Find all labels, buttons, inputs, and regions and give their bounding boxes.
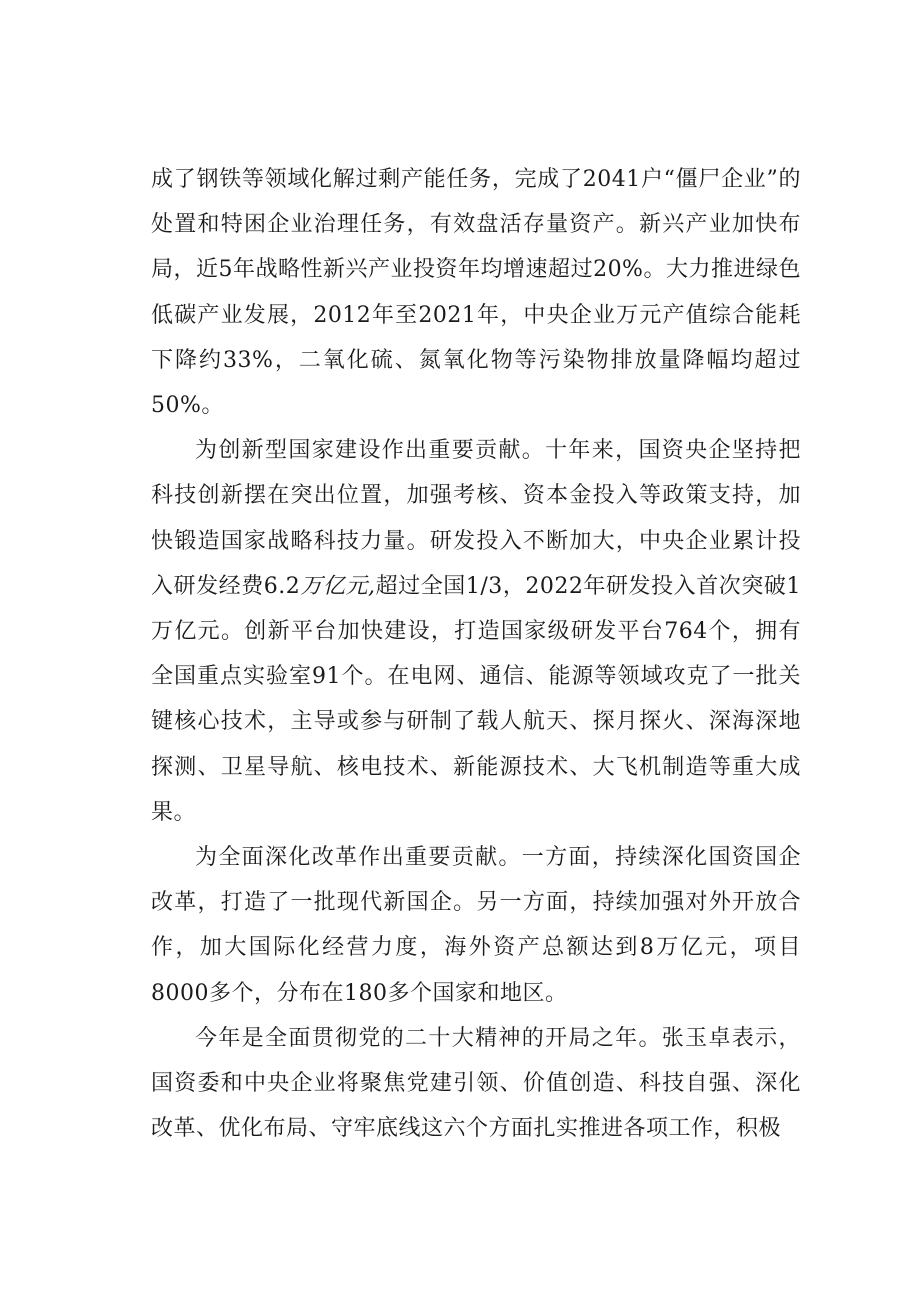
paragraph-outlook [151,1016,801,1152]
paragraph-reform [151,835,801,1016]
paragraph-overcapacity [151,157,801,428]
paragraph-text-italic: 万亿元, [300,573,376,599]
paragraph-text: 为全面深化改革作出重要贡献。一方面，持续深化国资国企改革，打造了一批现代新国企。另一方面，持续加强对外开放合作，加大国际化经营力度，海外资产总额达到8万亿元，项目8000多个，分布在180多个国家和地区。 [151,845,801,1006]
paragraph-text: 今年是全面贯彻党的二十大精神的开局之年。张玉卓表示，国资委和中央企业将聚焦党建引领、价值创造、科技自强、深化改革、优化布局、守牢底线这六个方面扎实推进各项工作，积极 [151,1025,801,1142]
paragraph-text: 超过全国1/3，2022年研发投入首次突破1万亿元。创新平台加快建设，打造国家级研发平台764个，拥有全国重点实验室91个。在电网、通信、能源等领域攻克了一批关键核心技术，主导或参与研制了载人航天、探月探火、深海深地探测、卫星导航、核电技术、新能源技术、大飞机制造等重大成果。 [151,573,801,825]
body-text [151,157,801,1151]
paragraph-text: 成了钢铁等领域化解过剩产能任务，完成了2041户“僵尸企业”的处置和特困企业治理任务，有效盘活存量资产。新兴产业加快布局，近5年战略性新兴产业投资年均增速超过20%。大力推进绿色低碳产业发展，2012年至2021年，中央企业万元产值综合能耗下降约33%，二氧化硫、氮氧化物等污染物排放量降幅均超过50%。 [151,167,801,419]
paragraph-innovation [151,428,801,835]
paragraph-text: 为创新型国家建设作出重要贡献。十年来，国资央企坚持把科技创新摆在突出位置，加强考核、资本金投入等政策支持，加快锻造国家战略科技力量。研发投入不断加大，中央企业累计投入研发经费6.2 [151,438,801,599]
